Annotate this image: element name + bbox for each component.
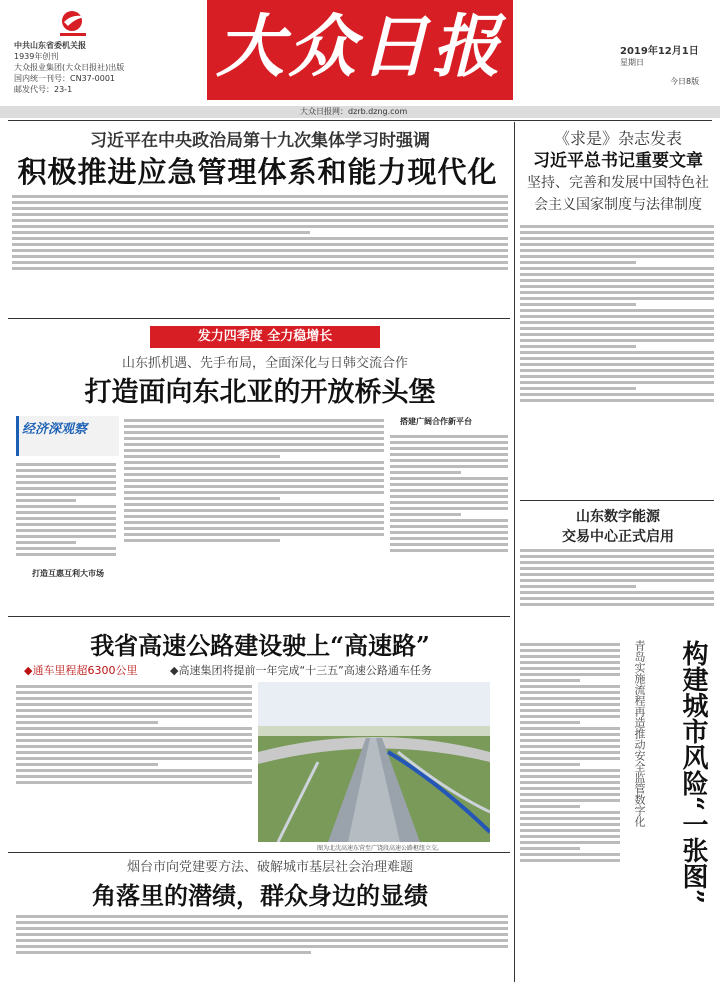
column-divider <box>514 122 515 982</box>
feature-kicker: 山东抓机遇、先手布局，全面深化与日韩交流合作 <box>121 356 408 371</box>
issue-info <box>620 46 716 87</box>
newspaper-title: 大众日报 <box>215 7 504 87</box>
masthead-banner <box>207 0 513 100</box>
energy-body-text <box>520 546 714 636</box>
divider <box>8 852 510 853</box>
bottom-headline[interactable]: 角落里的潜绩，群众身边的显绩 <box>92 881 428 910</box>
photo-caption: 图为北沈高速东营至广饶段高速公路枢纽立交。 <box>316 845 443 852</box>
divider <box>8 616 510 617</box>
bottom-body-text <box>16 912 508 982</box>
lead-headline[interactable]: 积极推进应急管理体系和能力现代化 <box>17 155 498 189</box>
highway-body-text <box>16 682 252 842</box>
divider <box>520 500 714 501</box>
risk-body-text <box>520 640 620 980</box>
energy-headline[interactable]: 交易中心正式启用 <box>562 529 674 545</box>
feature-headline[interactable]: 打造面向东北亚的开放桥头堡 <box>84 377 436 408</box>
right-body-text <box>520 222 714 498</box>
bottom-kicker: 烟台市向党建要方法、破解城市基层社会治理难题 <box>126 860 413 875</box>
feature-subhead: 搭建广阔合作新平台 <box>400 417 472 426</box>
lead-body-text <box>12 192 508 310</box>
issue-date: 2019年12月1日 <box>620 46 699 57</box>
publisher-line: 国内统一刊号：CN37-0001 <box>14 74 115 83</box>
feature-body-text <box>390 432 508 612</box>
highway-headline[interactable]: 我省高速公路建设驶上“高速路” <box>90 631 430 660</box>
publisher-line: 邮发代号：23-1 <box>14 85 73 94</box>
right-kicker: 《求是》杂志发表 <box>553 129 682 148</box>
column-logo-text: 经济深观察 <box>22 422 88 437</box>
highway-subhead: ◆高速集团将提前一年完成“十三五”高速公路通车任务 <box>170 664 432 677</box>
publisher-line: 中共山东省委机关报 <box>14 41 86 50</box>
issue-pages: 今日8版 <box>670 77 700 86</box>
divider <box>8 120 712 121</box>
campaign-banner-text: 发力四季度 全力稳增长 <box>197 329 333 344</box>
publisher-info <box>14 40 144 95</box>
highway-interchange-photo <box>258 682 490 842</box>
feature-body-text <box>124 416 384 612</box>
feature-subhead: 打造互惠互利大市场 <box>32 569 104 578</box>
energy-kicker: 山东数字能源 <box>576 509 660 525</box>
risk-headline[interactable]: 构建城市风险“一张图” <box>678 640 708 904</box>
issue-weekday: 星期日 <box>620 58 644 67</box>
publisher-line: 1939年创刊 <box>14 52 59 61</box>
right-headline[interactable]: 习近平总书记重要文章 <box>533 151 703 171</box>
website-url[interactable]: 大众日报网：dzrb.dzng.com <box>300 107 408 116</box>
right-subtitle: 坚持、完善和发展中国特色社会主义国家制度与法律制度 <box>527 175 709 213</box>
divider <box>8 318 510 319</box>
feature-body-text <box>16 460 116 610</box>
publisher-line: 大众报业集团(大众日报社)出版 <box>14 63 125 72</box>
red-flag-logo-icon <box>58 8 98 38</box>
lead-kicker: 习近平在中央政治局第十九次集体学习时强调 <box>90 131 430 151</box>
risk-kicker: 青岛实施流程再造推动安全监管数字化 <box>633 640 646 827</box>
highway-subhead: ◆通车里程超6300公里 <box>24 664 138 677</box>
